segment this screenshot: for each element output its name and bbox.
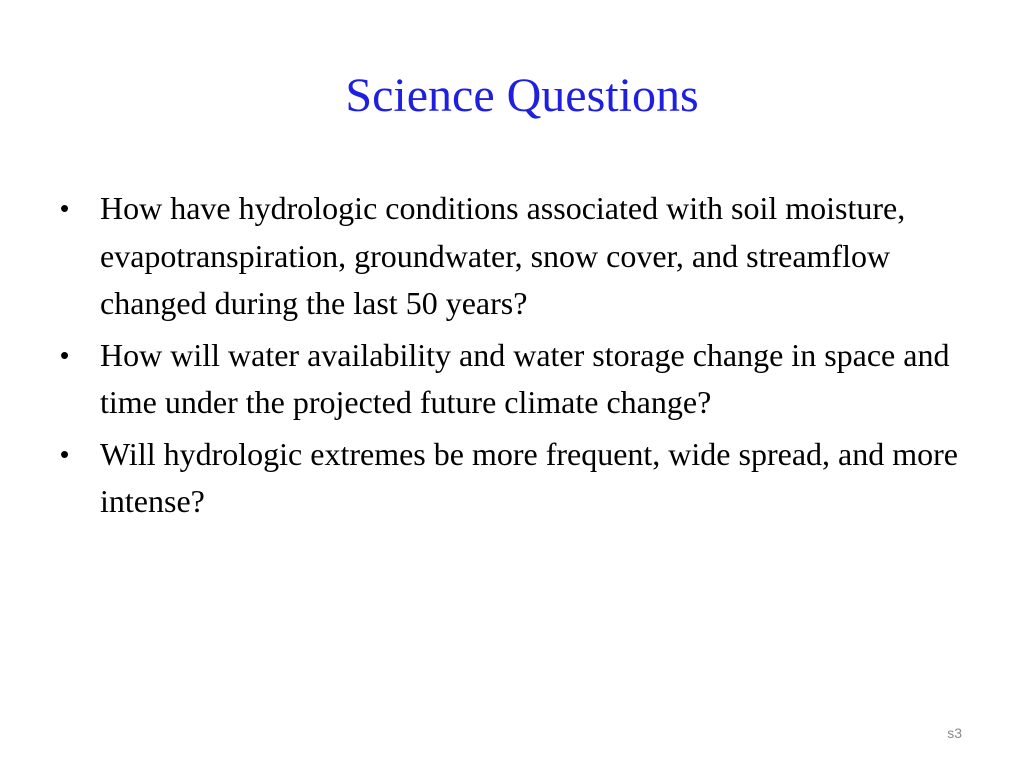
bullet-item	[54, 185, 964, 328]
bullet-icon: •	[60, 438, 70, 469]
slide-number: s3	[947, 725, 962, 741]
bullet-icon: •	[60, 193, 70, 223]
bullet-item	[54, 332, 964, 427]
bullet-icon: •	[60, 339, 70, 370]
slide-title: Science Questions	[345, 69, 699, 122]
bullet-text: Will hydrologic extremes be more frequent, wide spread, and more intense?	[100, 435, 958, 519]
bullet-text: How have hydrologic conditions associated with soil moisture, evapotranspiration, groundwater, snow cover, and streamflow changed during the last 50 years?	[100, 190, 906, 321]
bullet-text: How will water availability and water storage change in space and time under the projected future climate change?	[100, 336, 950, 420]
bullet-list	[54, 185, 964, 530]
bullet-item	[54, 431, 964, 526]
